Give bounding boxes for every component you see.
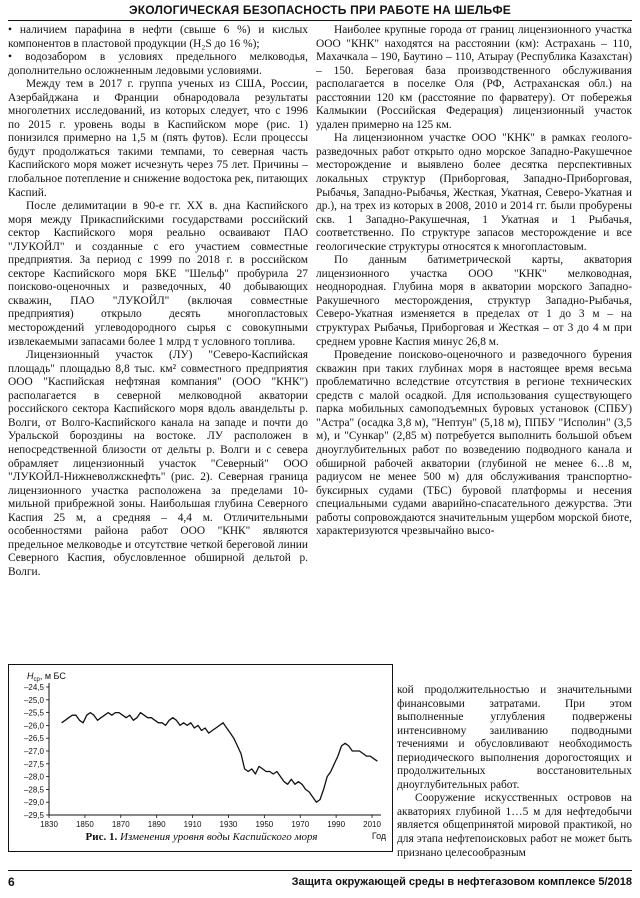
y-tick-label: –28,0	[23, 772, 44, 782]
right-column-continued	[397, 684, 632, 860]
paragraph-drilling-continued: кой продолжительностью и значительными финансовыми затратами. При этом выполненные углубления подвержены интенсивному заиливанию подводными течениями и обусловливают необходимость периодического выполнения дорогостоящих и продолжительных восстановительных дноуглубительных работ.	[397, 684, 632, 791]
page-number: 6	[8, 875, 15, 889]
y-tick-label: –24,5	[23, 683, 44, 692]
x-tick-label: 1890	[147, 820, 166, 829]
paragraph-drilling: Проведение поисково-оценочного и разведочного бурения скважин при таких глубинах моря в настоящее время весьма проблематично вследствие отсутствия в регионе технических средств с малой осадкой. Для использования существующего парка мобильных самоподъемных буровых установок (СПБУ) "Астра" (осадка 3,8 м), "Нептун" (5,18 м), ППБУ "Исполин" (3,5 м), и "Сункар" (2,85 м) потребуется выполнить большой объем дноуглубительных работ по возведению подводного канала и обширной рабочей акватории (глубиной не менее 6…8 м, радиусом не менее 500 м) для обслуживания транспортно-буксирных судами (ТБС) буровой платформы и несения специальными судами аварийно-спасательного дежурства. Эти работы сопровождаются значительным ущербом морской биоте, характеризуются чрезвычайно высо-	[316, 349, 632, 538]
y-tick-label: –25,0	[23, 695, 44, 705]
figure-caspian-level	[8, 664, 393, 852]
y-tick-label: –27,0	[23, 747, 44, 756]
paragraph-caspian-level: Между тем в 2017 г. группа ученых из США, России, Азербайджана и Франции обнародовала результаты многолетних исследований, из которых следует, что с 1996 по 2015 г. уровень воды в Каспийском море (рис. 1) понизился примерно на 1,5 м (пять футов). Если процессы будут продолжаться такими темпами, то северная часть Каспийского моря может исчезнуть через 75 лет. Причины – глобальное потепление и снижение водостока рек, питающих Каспий.	[8, 78, 308, 199]
y-tick-label: –25,5	[23, 708, 44, 718]
x-tick-label: 1970	[291, 820, 310, 829]
bullet-paraffin: • наличием парафина в нефти (свыше 6 %) и кислых компонентов в пластовой продукции (H₂S до 16 %);	[8, 24, 308, 50]
x-tick-label: 1930	[219, 820, 238, 829]
paragraph-artificial-islands: Сооружение искусственных островов на акваториях глубиной 1…5 м для нефтедобычи является общепринятой мировой практикой, но для этапа нефтепоисковых работ не может быть признано целесообразным	[397, 792, 632, 859]
figure-caption-label: Рис. 1.	[85, 831, 118, 843]
y-tick-label: –28,5	[23, 785, 44, 795]
x-tick-label: 1870	[111, 820, 130, 829]
y-tick-label: –26,5	[23, 734, 44, 744]
figure-caption-text: Изменения уровня воды Каспийского моря	[120, 831, 318, 843]
bullet-water-intake: • водозабором в условиях предельного мелководья, дополнительно осложненным ледовыми условиями.	[8, 51, 308, 77]
paragraph-exploration: На лицензионном участке ООО "КНК" в рамках геолого-разведочных работ открыто одно морское Западно-Ракушечное месторождение и выявлено более десятка перспективных локальных структур (Приборговая, Западно-Приборговая, Рыбачья, Западно-Рыбачья, Жесткая, Укатная, Северо-Укатная и др.), на трех из которых в 2008, 2010 и 2014 гг. были пробурены скв. 1 Западно-Ракушечная, 1 Укатная и 1 Рыбачья, соответственно. По структуре запасов месторождение и все геологические структуры относятся к многопластовым.	[316, 132, 632, 253]
y-tick-label: –29,0	[23, 798, 44, 808]
figure-caption	[9, 831, 394, 843]
running-header: ЭКОЛОГИЧЕСКАЯ БЕЗОПАСНОСТЬ ПРИ РАБОТЕ НА ШЕЛЬФЕ	[8, 2, 632, 21]
x-axis-title: Год	[371, 831, 387, 841]
right-column	[316, 24, 632, 539]
left-column	[8, 24, 308, 579]
paragraph-delimitation: После делимитации в 90-е гг. XX в. дна Каспийского моря между Прикаспийскими государствами российский сектор Каспийского моря реально осваивают ПАО "ЛУКОЙЛ" и созданные с его участием совместные предприятия. За период с 1999 по 2018 г. в российском секторе Каспийского моря БКЕ "Шельф" пробурила 27 поисково-оценочных и разведочных, 40 добывающих скважин, ПАО "ЛУКОЙЛ" (включая совместные предприятия) открыло десять многопластовых месторождений углеводородного сырья с совокупными извлекаемыми запасами более 1 млрд т условного топлива.	[8, 200, 308, 348]
page-footer	[8, 870, 632, 890]
y-axis-title: $H_{ср}$, м БС	[27, 671, 66, 683]
journal-title: Защита окружающей среды в нефтегазовом комплексе 5/2018	[291, 876, 632, 888]
x-tick-label: 1910	[183, 820, 202, 829]
y-tick-label: –27,5	[23, 759, 44, 769]
paragraph-cities-distance: Наиболее крупные города от границ лицензионного участка ООО "КНК" находятся на расстоянии (км): Астрахань – 110, Махачкала – 190, Баутино – 110, Атырау (Республика Казахстан) – 150. Береговая база производственного обслуживания располагается в поселке Оля (РФ, Астраханская обл.) на расстоянии 120 км (расстояние по фарватеру). От побережья Калмыкии (Российская Федерация) лицензионный участок удален примерно на 125 км.	[316, 24, 632, 131]
x-tick-label: 1990	[327, 820, 346, 829]
x-tick-label: 1950	[255, 820, 274, 829]
y-tick-label: –26,0	[23, 721, 44, 731]
series-line-0	[62, 713, 378, 803]
paragraph-bathymetry: По данным батиметрической карты, акватория лицензионного участка ООО "КНК" мелководная, неоднородная. Глубина моря в акватории морского Западно-Ракушечного месторождения, структур Западно-Рыбачья, Северо-Укатная изменяется в пределах от 1 до 3 м – на структурах Рыбачья, Приборговая и Жесткая – от 3 до 4 м при среднем уровне Каспия минус 26,8 м.	[316, 254, 632, 348]
x-tick-label: 1850	[75, 820, 94, 829]
y-tick-label: –29,5	[23, 811, 44, 820]
paragraph-license-area: Лицензионный участок (ЛУ) "Северо-Каспийская площадь" площадью 8,8 тыс. км² совместного предприятия ООО "Каспийская нефтяная компания" (ООО "КНК") располагается в северной мелководной акватории российского сектора Каспийского моря вдоль авандельты р. Волги, от Волго-Каспийского канала на западе и почти до Уральской бороздины на востоке. ЛУ расположен в непосредственной близости от дельты р. Волги и с севера обрамляет лицензионный участок "Северный" ООО "ЛУКОЙЛ-Нижневолжскнефть" (рис. 2). Северная граница лицензионного участка расположена за пределами 10-мильной прибрежной зоны. Наибольшая глубина Северного Каспия 25 м, а средняя – 4,4 м. Отличительными особенностями района работ ООО "КНК" являются предельное мелководье и отсутствие четкой береговой линии Северного Каспия, обусловленное обширной дельтой р. Волги.	[8, 349, 308, 578]
x-tick-label: 2010	[363, 820, 381, 829]
x-tick-label: 1830	[40, 820, 58, 829]
